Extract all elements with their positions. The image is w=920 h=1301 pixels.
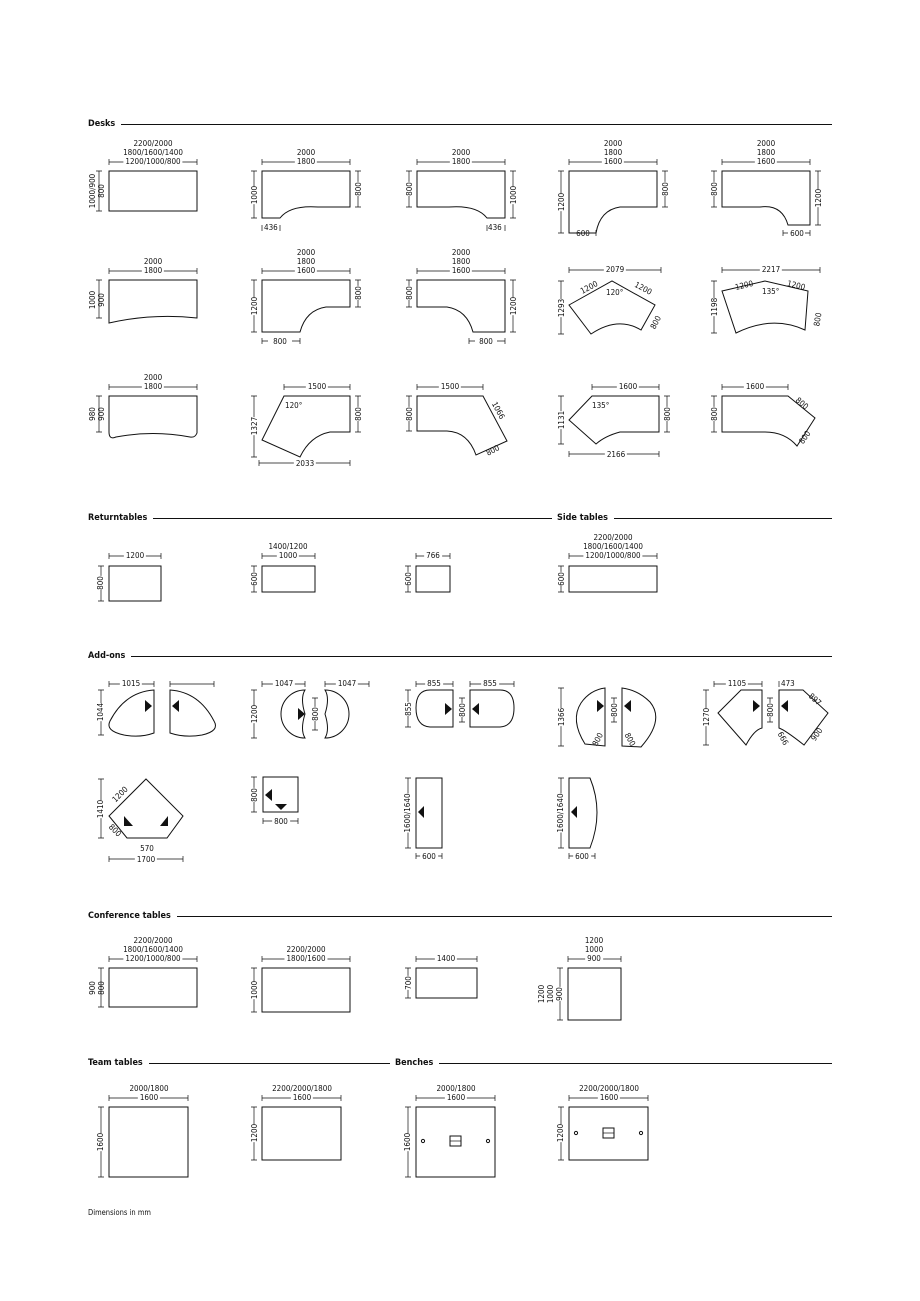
dim-label: 2200/2000 xyxy=(593,533,633,542)
dim-label: 2000 xyxy=(143,257,163,266)
dim-label: 800 xyxy=(458,703,467,717)
dim-label: 1366 xyxy=(557,707,566,727)
dim-label: 1800 xyxy=(603,148,623,157)
benches-heading: Benches xyxy=(390,1057,439,1069)
dim-label: 1200 xyxy=(556,1123,565,1143)
dim-label: 2000 xyxy=(296,248,316,257)
dim-label: 800 xyxy=(311,707,320,721)
dim-label: 1800 xyxy=(756,148,776,157)
dim-label: 2217 xyxy=(761,265,781,274)
bench-1 xyxy=(405,1095,495,1177)
dim-label: 436 xyxy=(488,223,502,232)
dim-label: 1600 xyxy=(296,266,316,275)
dim-label: 2000 xyxy=(603,139,623,148)
dim-label: 2033 xyxy=(295,459,315,468)
dim-label: 1270 xyxy=(702,707,711,727)
dim-label: 1327 xyxy=(250,416,259,436)
dim-label: 600 xyxy=(557,572,566,586)
desk-14-angled xyxy=(558,384,670,457)
dim-label: 1047 xyxy=(274,679,294,688)
dim-label: 1000/900 xyxy=(88,173,97,209)
dim-label: 1200 xyxy=(786,278,807,293)
dim-label: 1000 xyxy=(546,984,555,1004)
dim-label: 800 xyxy=(648,314,664,331)
desk-3-cutout xyxy=(406,159,516,231)
dim-label: 1600/1640 xyxy=(403,793,412,833)
dim-label: 2000/1800 xyxy=(436,1084,476,1093)
conference-1 xyxy=(98,956,197,1007)
desk-4-corner xyxy=(558,159,668,236)
dim-label: 2000 xyxy=(296,148,316,157)
dim-label: 2200/2000/1800 xyxy=(272,1084,332,1093)
conference-4 xyxy=(557,956,621,1020)
dim-label: 800 xyxy=(661,182,670,196)
dim-label: 1200 xyxy=(632,280,654,297)
dim-label: 855 xyxy=(404,702,413,716)
dim-label: 1500 xyxy=(307,382,327,391)
dim-label: 800 xyxy=(484,443,502,458)
team-table-2 xyxy=(251,1095,341,1160)
conference-heading: Conference tables xyxy=(88,910,177,922)
desk-10-angled xyxy=(711,267,820,333)
dim-label: 2200/2000/1800 xyxy=(579,1084,639,1093)
dim-label: 800 xyxy=(106,822,123,839)
dim-label: 2079 xyxy=(605,265,625,274)
dim-label: 1400 xyxy=(436,954,456,963)
dim-label: 1600/1640 xyxy=(556,793,565,833)
dim-label: 1600 xyxy=(756,157,776,166)
dim-label: 1800/1600/1400 xyxy=(583,542,643,551)
desk-9-angled xyxy=(558,267,664,334)
addon-4-segment-pair xyxy=(558,688,656,747)
desks-heading: Desks xyxy=(88,118,121,130)
dim-label: 1800 xyxy=(143,266,163,275)
dim-label: 1000 xyxy=(88,290,97,310)
dim-label: 1800/1600/1400 xyxy=(123,945,183,954)
dim-label: 600 xyxy=(422,852,436,861)
dim-label: 1200/1000/800 xyxy=(125,157,181,166)
conference-2 xyxy=(251,956,350,1012)
dim-label: 2200/2000 xyxy=(133,936,173,945)
desk-1-rect xyxy=(96,159,197,211)
dim-label: 600 xyxy=(250,572,259,586)
returntables-heading: Returntables xyxy=(88,512,153,524)
dim-label: 900 xyxy=(555,987,564,1001)
dim-label: 800 xyxy=(354,286,363,300)
dim-label: 800 xyxy=(273,337,287,346)
dim-label: 1200 xyxy=(250,1123,259,1143)
desk-11-curved xyxy=(96,384,197,438)
dim-label: 1600 xyxy=(451,266,471,275)
dim-label: 800 xyxy=(405,407,414,421)
desk-8-corner xyxy=(406,268,516,344)
dim-label: 2200/2000 xyxy=(286,945,326,954)
dim-label: 900 xyxy=(88,981,97,995)
dim-label: 800 xyxy=(479,337,493,346)
dim-label: 1200 xyxy=(250,296,259,316)
dim-label: 600 xyxy=(790,229,804,238)
dim-label: 900 xyxy=(97,293,106,307)
desk-2-cutout xyxy=(251,159,361,231)
returntable-1 xyxy=(98,553,161,601)
dim-label: 1200 xyxy=(509,296,518,316)
desk-12-angled xyxy=(251,384,361,466)
dim-label: 1200 xyxy=(584,936,604,945)
dim-label: 436 xyxy=(264,223,278,232)
dim-label: 1800 xyxy=(451,157,471,166)
dim-label: 1000 xyxy=(509,185,518,205)
addon-1-quarter-pair xyxy=(98,681,216,736)
footer-note: Dimensions in mm xyxy=(88,1208,151,1217)
dim-label: 766 xyxy=(426,551,440,560)
dim-label: 1000 xyxy=(278,551,298,560)
dim-label: 1800 xyxy=(451,257,471,266)
dim-label: 1200 xyxy=(110,784,130,805)
dim-label: 800 xyxy=(622,731,638,748)
dim-label: 800 xyxy=(793,395,811,412)
dim-label: 570 xyxy=(140,844,154,853)
dim-label: 855 xyxy=(427,679,441,688)
dim-label: 800 xyxy=(812,311,824,328)
dim-label: 900 xyxy=(587,954,601,963)
dim-label: 1200 xyxy=(557,192,566,212)
dim-label: 1600 xyxy=(139,1093,159,1102)
team-table-1 xyxy=(98,1095,188,1177)
dim-label: 1400/1200 xyxy=(268,542,308,551)
dim-label: 800 xyxy=(354,407,363,421)
dim-label: 2000/1800 xyxy=(129,1084,169,1093)
dim-label: 1066 xyxy=(489,400,507,421)
dim-label: 1198 xyxy=(710,297,719,317)
dim-label: 120° xyxy=(285,401,303,410)
dim-label: 1293 xyxy=(557,298,566,318)
dim-label: 1500 xyxy=(440,382,460,391)
dim-label: 800 xyxy=(354,182,363,196)
dim-label: 600 xyxy=(404,572,413,586)
dim-label: 2166 xyxy=(606,450,626,459)
dim-label: 1600 xyxy=(603,157,623,166)
team-heading: Team tables xyxy=(88,1057,149,1069)
dim-label: 2000 xyxy=(143,373,163,382)
dim-label: 700 xyxy=(404,976,413,990)
dim-label: 135° xyxy=(762,287,780,296)
dim-label: 1800 xyxy=(143,382,163,391)
dim-label: 1200 xyxy=(814,188,823,208)
dim-label: 2000 xyxy=(756,139,776,148)
dim-label: 900 xyxy=(97,407,106,421)
dim-label: 600 xyxy=(576,229,590,238)
dim-label: 1200 xyxy=(734,278,755,293)
desk-13-angled xyxy=(406,384,507,458)
dim-label: 1200/1000/800 xyxy=(125,954,181,963)
bench-2 xyxy=(558,1095,648,1160)
dim-label: 800 xyxy=(96,576,105,590)
dim-label: 120° xyxy=(606,288,624,297)
dim-label: 1600 xyxy=(599,1093,619,1102)
dim-label: 1700 xyxy=(136,855,156,864)
dim-label: 1600 xyxy=(618,382,638,391)
dim-label: 1200 xyxy=(578,279,600,296)
dim-label: 1044 xyxy=(96,702,105,722)
dim-label: 800 xyxy=(405,182,414,196)
dim-label: 1105 xyxy=(727,679,747,688)
dim-label: 1800/1600/1400 xyxy=(123,148,183,157)
dim-label: 897 xyxy=(806,691,823,708)
addons-heading: Add-ons xyxy=(88,650,131,662)
addon-2-round-pair xyxy=(251,681,369,738)
dim-label: 1600 xyxy=(446,1093,466,1102)
dim-label: 800 xyxy=(766,703,775,717)
desk-5-corner xyxy=(711,159,821,236)
dim-label: 800 xyxy=(590,731,606,748)
dim-label: 980 xyxy=(88,407,97,421)
dim-label: 800 xyxy=(797,429,813,446)
desk-6-curved xyxy=(96,268,197,323)
dim-label: 800 xyxy=(710,407,719,421)
dim-label: 473 xyxy=(781,679,795,688)
dim-label: 1600 xyxy=(292,1093,312,1102)
dim-label: 1200/1000/800 xyxy=(585,551,641,560)
dim-label: 1600 xyxy=(96,1132,105,1152)
dim-label: 1200 xyxy=(125,551,145,560)
dim-label: 600 xyxy=(575,852,589,861)
side-tables-heading: Side tables xyxy=(552,512,614,524)
dim-label: 800 xyxy=(97,184,106,198)
dim-label: 800 xyxy=(97,981,106,995)
dim-label: 2000 xyxy=(451,148,471,157)
dim-label: 800 xyxy=(250,788,259,802)
dim-label: 900 xyxy=(809,726,825,743)
dim-label: 1000 xyxy=(250,185,259,205)
dim-label: 855 xyxy=(483,679,497,688)
dim-label: 800 xyxy=(274,817,288,826)
dim-label: 1000 xyxy=(584,945,604,954)
dim-label: 1200 xyxy=(537,984,546,1004)
dim-label: 1047 xyxy=(337,679,357,688)
dim-label: 1600 xyxy=(403,1132,412,1152)
dim-label: 1015 xyxy=(121,679,141,688)
dim-label: 135° xyxy=(592,401,610,410)
dim-label: 2000 xyxy=(451,248,471,257)
dim-label: 1800 xyxy=(296,257,316,266)
dim-label: 800 xyxy=(663,407,672,421)
dim-label: 1131 xyxy=(557,410,566,430)
dim-label: 1800 xyxy=(296,157,316,166)
dim-label: 800 xyxy=(405,286,414,300)
dim-label: 800 xyxy=(610,703,619,717)
dim-label: 1000 xyxy=(250,980,259,1000)
desk-7-corner xyxy=(251,268,361,344)
dim-label: 1200 xyxy=(250,704,259,724)
dim-label: 666 xyxy=(775,730,791,747)
dim-label: 800 xyxy=(710,182,719,196)
dim-label: 2200/2000 xyxy=(133,139,173,148)
dim-label: 1600 xyxy=(745,382,765,391)
dim-label: 1410 xyxy=(96,799,105,819)
dim-label: 1800/1600 xyxy=(286,954,326,963)
